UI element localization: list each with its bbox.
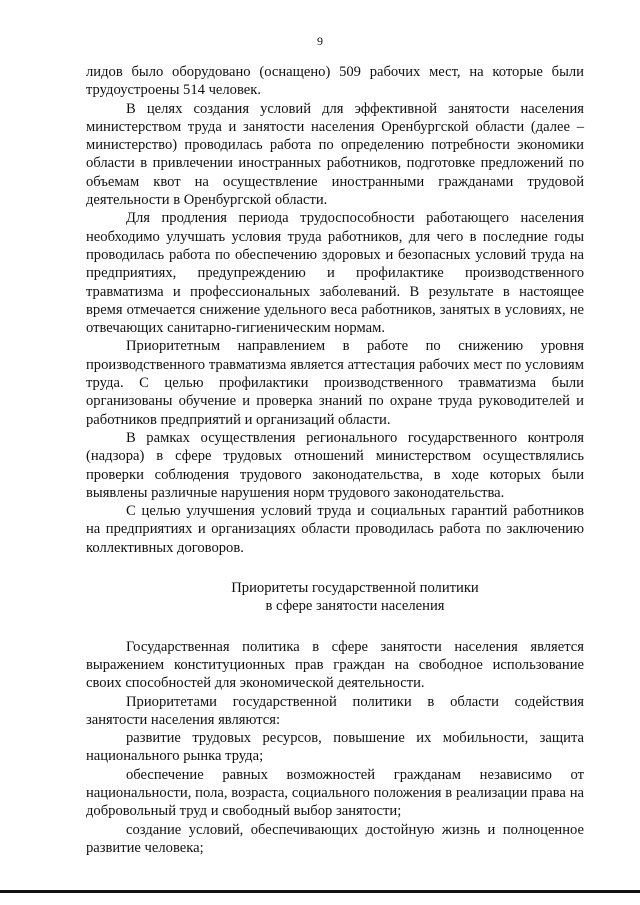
paragraph: С целью улучшения условий труда и социальных гарантий работников на предприятиях и организациях области проводилась работа по заключению коллективных договоров. — [86, 503, 584, 556]
list-item: развитие трудовых ресурсов, повышение их мобильности, защита национального рынка труда; — [86, 730, 584, 765]
bottom-rule — [0, 890, 640, 893]
paragraph: В целях создания условий для эффективной занятости населения министерством труда и занятости населения Оренбургской области (далее – министерство) проводилась работа по определению потребности экономики области в привлечении иностранных работников, подготовке предложений по объемам квот на осуществление иностранными гражданами трудовой деятельности в Оренбургской области. — [86, 100, 584, 209]
list-item: обеспечение равных возможностей гражданам независимо от национальности, пола, возраста, социального положения в реализации права на добровольный труд и свободный выбор занятости; — [86, 766, 584, 820]
section-heading-line: в сфере занятости населения — [265, 598, 445, 615]
paragraph: В рамках осуществления регионального государственного контроля (надзора) в сфере трудовых отношений министерством осуществлялись проверки соблюдения трудового законодательства, в ходе которых были выявлены различные нарушения норм трудового законодательства. — [86, 429, 584, 501]
paragraph: Для продления периода трудоспособности работающего населения необходимо улучшать условия труда работников, для чего в последние годы проводилась работа по обеспечению здоровых и безопасных условий труда на предприятиях, предупреждению и профилактике производственного травматизма и профессиональных заболеваний. В результате в настоящее время отмечается снижение удельного веса работников, занятых в условиях, не отвечающих санитарно-гигиеническим нормам. — [86, 210, 584, 337]
list-item: создание условий, обеспечивающих достойную жизнь и полноценное развитие человека; — [86, 821, 584, 856]
paragraph: лидов было оборудовано (оснащено) 509 рабочих мест, на которые были трудоустроены 514 человек. — [86, 64, 584, 99]
section-heading — [86, 579, 584, 616]
paragraph: Государственная политика в сфере занятости населения является выражением конституционных прав граждан на свободное использование своих способностей для экономической деятельности. — [86, 638, 584, 692]
paragraph: Приоритетами государственной политики в области содействия занятости населения являются: — [86, 693, 584, 728]
section-heading-line: Приоритеты государственной политики — [231, 580, 479, 597]
paragraph: Приоритетным направлением в работе по снижению уровня производственного травматизма является аттестация рабочих мест по условиям труда. С целью профилактики производственного травматизма были организованы обучение и проверка знаний по охране труда руководителей и работников предприятий и организаций области. — [86, 338, 584, 428]
page-number: 9 — [317, 34, 323, 48]
document-body — [86, 63, 584, 857]
